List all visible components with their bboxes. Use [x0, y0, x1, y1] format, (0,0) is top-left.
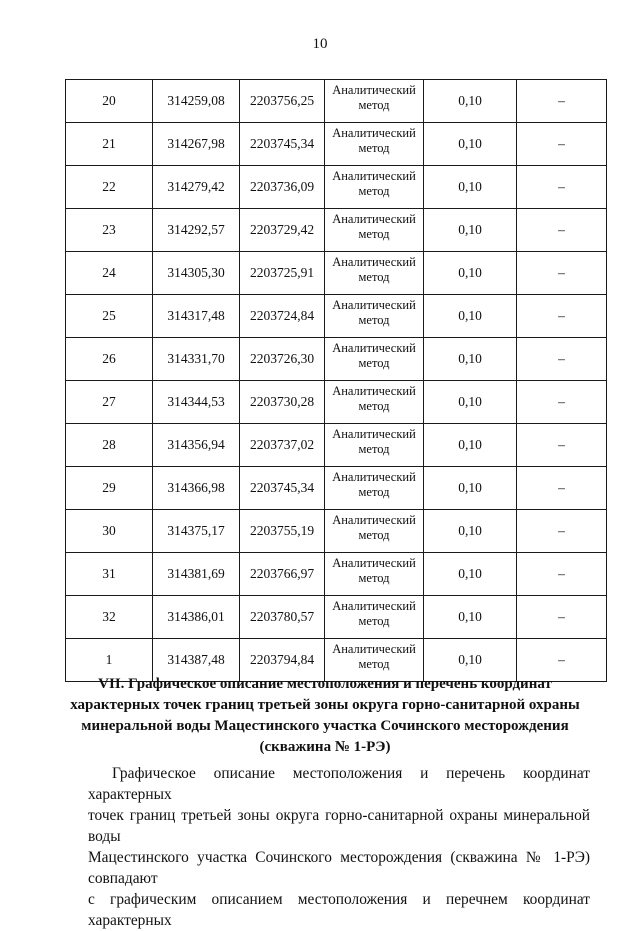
coordinates-table-body — [66, 80, 607, 682]
method-cell — [325, 510, 424, 553]
paragraph-line: с графическим описанием местоположения и перечнем координат характерных — [88, 891, 590, 929]
y-coordinate-cell: 2203766,97 — [240, 553, 325, 596]
method-label-line1: Аналитический — [332, 427, 416, 441]
x-coordinate-cell: 314386,01 — [153, 596, 240, 639]
method-label-line2: метод — [358, 442, 390, 456]
method-label-line2: метод — [358, 184, 390, 198]
note-cell: – — [517, 553, 607, 596]
note-cell: – — [517, 252, 607, 295]
accuracy-cell: 0,10 — [424, 553, 517, 596]
method-label-line1: Аналитический — [332, 599, 416, 613]
method-cell — [325, 467, 424, 510]
page-number: 10 — [312, 36, 328, 52]
accuracy-cell: 0,10 — [424, 639, 517, 682]
method-label-line2: метод — [358, 571, 390, 585]
accuracy-cell: 0,10 — [424, 510, 517, 553]
method-label-line1: Аналитический — [332, 212, 416, 226]
x-coordinate-cell: 314331,70 — [153, 338, 240, 381]
point-number-cell: 1 — [66, 639, 153, 682]
method-label-line2: метод — [358, 141, 390, 155]
method-cell — [325, 123, 424, 166]
method-label-line2: метод — [358, 485, 390, 499]
point-number-cell: 24 — [66, 252, 153, 295]
x-coordinate-cell: 314381,69 — [153, 553, 240, 596]
x-coordinate-cell: 314317,48 — [153, 295, 240, 338]
table-row — [66, 381, 607, 424]
method-cell — [325, 252, 424, 295]
accuracy-cell: 0,10 — [424, 252, 517, 295]
note-cell: – — [517, 209, 607, 252]
method-label-line1: Аналитический — [332, 642, 416, 656]
accuracy-cell: 0,10 — [424, 295, 517, 338]
note-cell: – — [517, 639, 607, 682]
note-cell: – — [517, 338, 607, 381]
table-row — [66, 80, 607, 123]
table-row — [66, 123, 607, 166]
y-coordinate-cell: 2203755,19 — [240, 510, 325, 553]
y-coordinate-cell: 2203724,84 — [240, 295, 325, 338]
method-label-line1: Аналитический — [332, 298, 416, 312]
x-coordinate-cell: 314366,98 — [153, 467, 240, 510]
point-number-cell: 20 — [66, 80, 153, 123]
method-label-line2: метод — [358, 657, 390, 671]
point-number-cell: 31 — [66, 553, 153, 596]
note-cell: – — [517, 467, 607, 510]
method-label-line2: метод — [358, 313, 390, 327]
method-label-line1: Аналитический — [332, 83, 416, 97]
table-row — [66, 338, 607, 381]
table-row — [66, 467, 607, 510]
section-body-paragraph — [88, 763, 590, 931]
method-label-line1: Аналитический — [332, 255, 416, 269]
note-cell: – — [517, 166, 607, 209]
method-label-line2: метод — [358, 614, 390, 628]
note-cell: – — [517, 510, 607, 553]
method-cell — [325, 424, 424, 467]
y-coordinate-cell: 2203729,42 — [240, 209, 325, 252]
point-number-cell: 21 — [66, 123, 153, 166]
point-number-cell: 23 — [66, 209, 153, 252]
accuracy-cell: 0,10 — [424, 424, 517, 467]
section-heading-line: минеральной воды Мацестинского участка Сочинского месторождения — [81, 718, 569, 734]
table-row — [66, 252, 607, 295]
point-number-cell: 28 — [66, 424, 153, 467]
point-number-cell: 29 — [66, 467, 153, 510]
note-cell: – — [517, 123, 607, 166]
accuracy-cell: 0,10 — [424, 467, 517, 510]
y-coordinate-cell: 2203745,34 — [240, 123, 325, 166]
table-row — [66, 166, 607, 209]
method-cell — [325, 80, 424, 123]
table-row — [66, 553, 607, 596]
method-label-line1: Аналитический — [332, 556, 416, 570]
method-cell — [325, 295, 424, 338]
accuracy-cell: 0,10 — [424, 381, 517, 424]
section-heading-line: VII. Графическое описание местоположения и перечень координат — [98, 676, 552, 692]
accuracy-cell: 0,10 — [424, 123, 517, 166]
x-coordinate-cell: 314356,94 — [153, 424, 240, 467]
x-coordinate-cell: 314375,17 — [153, 510, 240, 553]
method-label-line1: Аналитический — [332, 169, 416, 183]
paragraph-line: Графическое описание местоположения и перечень координат характерных — [88, 765, 590, 803]
x-coordinate-cell: 314344,53 — [153, 381, 240, 424]
method-label-line2: метод — [358, 399, 390, 413]
y-coordinate-cell: 2203745,34 — [240, 467, 325, 510]
method-label-line2: метод — [358, 270, 390, 284]
method-cell — [325, 338, 424, 381]
coordinates-table — [65, 79, 607, 682]
x-coordinate-cell: 314305,30 — [153, 252, 240, 295]
y-coordinate-cell: 2203726,30 — [240, 338, 325, 381]
method-label-line2: метод — [358, 98, 390, 112]
table-row — [66, 295, 607, 338]
y-coordinate-cell: 2203730,28 — [240, 381, 325, 424]
y-coordinate-cell: 2203780,57 — [240, 596, 325, 639]
point-number-cell: 32 — [66, 596, 153, 639]
method-label-line1: Аналитический — [332, 384, 416, 398]
y-coordinate-cell: 2203725,91 — [240, 252, 325, 295]
method-label-line1: Аналитический — [332, 513, 416, 527]
accuracy-cell: 0,10 — [424, 338, 517, 381]
section-heading — [60, 674, 590, 758]
method-cell — [325, 166, 424, 209]
x-coordinate-cell: 314292,57 — [153, 209, 240, 252]
paragraph-line: Мацестинского участка Сочинского месторождения (скважина № 1-РЭ) совпадают — [88, 849, 590, 887]
point-number-cell: 25 — [66, 295, 153, 338]
accuracy-cell: 0,10 — [424, 209, 517, 252]
method-label-line1: Аналитический — [332, 341, 416, 355]
accuracy-cell: 0,10 — [424, 166, 517, 209]
paragraph-line: точек границ третьей зоны округа горно-санитарной охраны минеральной воды — [88, 807, 590, 845]
x-coordinate-cell: 314279,42 — [153, 166, 240, 209]
note-cell: – — [517, 295, 607, 338]
note-cell: – — [517, 80, 607, 123]
point-number-cell: 27 — [66, 381, 153, 424]
method-label-line1: Аналитический — [332, 470, 416, 484]
accuracy-cell: 0,10 — [424, 596, 517, 639]
method-label-line2: метод — [358, 227, 390, 241]
y-coordinate-cell: 2203736,09 — [240, 166, 325, 209]
table-row — [66, 209, 607, 252]
method-cell — [325, 553, 424, 596]
y-coordinate-cell: 2203737,02 — [240, 424, 325, 467]
method-label-line2: метод — [358, 528, 390, 542]
method-cell — [325, 596, 424, 639]
table-row — [66, 424, 607, 467]
table-row — [66, 596, 607, 639]
section-heading-line: характерных точек границ третьей зоны округа горно-санитарной охраны — [70, 697, 580, 713]
note-cell: – — [517, 381, 607, 424]
y-coordinate-cell: 2203794,84 — [240, 639, 325, 682]
method-cell — [325, 209, 424, 252]
note-cell: – — [517, 424, 607, 467]
x-coordinate-cell: 314387,48 — [153, 639, 240, 682]
x-coordinate-cell: 314267,98 — [153, 123, 240, 166]
note-cell: – — [517, 596, 607, 639]
method-cell — [325, 381, 424, 424]
point-number-cell: 26 — [66, 338, 153, 381]
point-number-cell: 22 — [66, 166, 153, 209]
point-number-cell: 30 — [66, 510, 153, 553]
section-heading-line: (скважина № 1-РЭ) — [259, 739, 391, 755]
x-coordinate-cell: 314259,08 — [153, 80, 240, 123]
method-label-line2: метод — [358, 356, 390, 370]
method-label-line1: Аналитический — [332, 126, 416, 140]
accuracy-cell: 0,10 — [424, 80, 517, 123]
y-coordinate-cell: 2203756,25 — [240, 80, 325, 123]
table-row — [66, 510, 607, 553]
